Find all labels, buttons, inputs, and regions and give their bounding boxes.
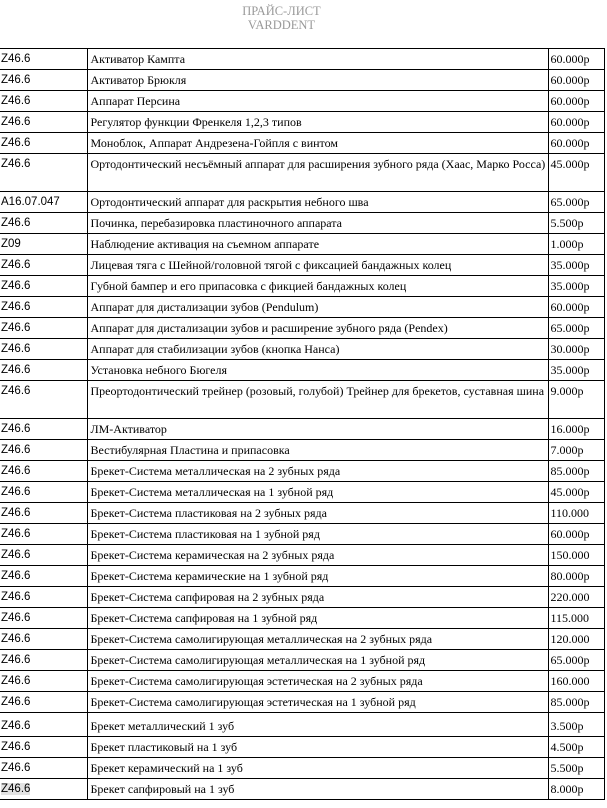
- table-row: [0, 276, 604, 297]
- service-price: 85.000р: [548, 461, 604, 482]
- service-name: Брекет-Система самолигирующая эстетическая на 2 зубных ряда: [87, 671, 548, 692]
- table-row: [0, 713, 604, 737]
- service-name: Преортодонтический трейнер (розовый, голубой) Трейнер для брекетов, суставная шина: [87, 381, 548, 419]
- document-title: ПРАЙС-ЛИСТ: [242, 4, 321, 18]
- company-name: VARDDENT: [247, 18, 316, 32]
- service-name: Установка небного Бюгеля: [87, 360, 548, 381]
- service-name: Брекет керамический на 1 зуб: [87, 758, 548, 779]
- table-row: [0, 545, 604, 566]
- service-code: Z46.6: [0, 758, 87, 779]
- table-row: [0, 650, 604, 671]
- service-code: Z46.6: [0, 671, 87, 692]
- table-row: [0, 49, 604, 70]
- table-row: [0, 112, 604, 133]
- service-code: Z46.6: [0, 339, 87, 360]
- service-code: Z46.6: [0, 154, 87, 192]
- service-name: Брекет-Система металлическая на 2 зубных ряда: [87, 461, 548, 482]
- service-name: Брекет пластиковый на 1 зуб: [87, 737, 548, 758]
- service-code: Z46.6: [0, 587, 87, 608]
- service-code: Z46.6: [0, 360, 87, 381]
- table-row: [0, 318, 604, 339]
- service-price: 9.000р: [548, 381, 604, 419]
- service-price: 3.500р: [548, 713, 604, 737]
- service-price: 1.000р: [548, 234, 604, 255]
- service-name: Брекет-Система сапфировая на 1 зубной ряд: [87, 608, 548, 629]
- service-name: ЛМ-Активатор: [87, 419, 548, 440]
- table-row: [0, 566, 604, 587]
- table-row: [0, 255, 604, 276]
- service-price: 60.000р: [548, 91, 604, 112]
- table-row: [0, 779, 604, 800]
- service-code: Z46.6: [0, 461, 87, 482]
- table-row: [0, 503, 604, 524]
- table-row: [0, 608, 604, 629]
- service-name: Брекет-Система пластиковая на 1 зубной ряд: [87, 524, 548, 545]
- service-price: 5.500р: [548, 213, 604, 234]
- table-row: [0, 234, 604, 255]
- service-name: Наблюдение активация на съемном аппарате: [87, 234, 548, 255]
- service-code: Z09: [0, 234, 87, 255]
- service-name: Брекет-Система металлическая на 1 зубной ряд: [87, 482, 548, 503]
- service-price: 8.000р: [548, 779, 604, 800]
- service-name: Брекет-Система керамическая на 2 зубных ряда: [87, 545, 548, 566]
- service-name: Регулятор функции Френкеля 1,2,3 типов: [87, 112, 548, 133]
- service-code: Z46.6: [0, 692, 87, 713]
- service-code: Z46.6: [0, 608, 87, 629]
- service-code: Z46.6: [0, 419, 87, 440]
- service-code: Z46.6: [0, 255, 87, 276]
- service-name: Починка, перебазировка пластиночного аппарата: [87, 213, 548, 234]
- service-price: 220.000: [548, 587, 604, 608]
- service-price: 65.000р: [548, 650, 604, 671]
- service-code: Z46.6: [0, 629, 87, 650]
- table-row: [0, 587, 604, 608]
- table-row: [0, 360, 604, 381]
- service-price: 65.000р: [548, 318, 604, 339]
- service-price: 150.000: [548, 545, 604, 566]
- service-code: Z46.6: [0, 133, 87, 154]
- price-table: [0, 48, 605, 800]
- service-code: [0, 779, 87, 800]
- service-name: Вестибулярная Пластина и припасовка: [87, 440, 548, 461]
- service-price: 35.000р: [548, 360, 604, 381]
- service-price: 7.000р: [548, 440, 604, 461]
- service-name: Брекет металлический 1 зуб: [87, 713, 548, 737]
- service-code: Z46.6: [0, 49, 87, 70]
- table-row: [0, 381, 604, 419]
- table-row: [0, 461, 604, 482]
- service-price: 80.000р: [548, 566, 604, 587]
- document-header: [0, 4, 563, 32]
- table-row: [0, 91, 604, 112]
- service-name: Аппарат Персина: [87, 91, 548, 112]
- service-code: Z46.6: [0, 440, 87, 461]
- service-code: Z46.6: [0, 503, 87, 524]
- service-code: Z46.6: [0, 381, 87, 419]
- table-row: [0, 692, 604, 713]
- service-price: 120.000: [548, 629, 604, 650]
- service-code: Z46.6: [0, 524, 87, 545]
- table-row: [0, 419, 604, 440]
- service-price: 60.000р: [548, 49, 604, 70]
- service-price: 60.000р: [548, 70, 604, 91]
- service-name: Аппарат для стабилизации зубов (кнопка Нанса): [87, 339, 548, 360]
- service-code: Z46.6: [0, 566, 87, 587]
- service-price: 60.000р: [548, 297, 604, 318]
- service-name: Ортодонтический аппарат для раскрытия небного шва: [87, 192, 548, 213]
- table-row: [0, 671, 604, 692]
- service-name: Брекет-Система самолигирующая металлическая на 2 зубных ряда: [87, 629, 548, 650]
- table-row: [0, 213, 604, 234]
- service-code: Z46.6: [0, 482, 87, 503]
- table-row: [0, 297, 604, 318]
- service-code: Z46.6: [0, 545, 87, 566]
- service-code: Z46.6: [0, 70, 87, 91]
- service-name: Брекет-Система сапфировая на 2 зубных ряда: [87, 587, 548, 608]
- service-code: Z46.6: [0, 713, 87, 737]
- service-code: Z46.6: [0, 318, 87, 339]
- service-name: Брекет-Система самолигирующая эстетическая на 1 зубной ряд: [87, 692, 548, 713]
- service-price: 65.000р: [548, 192, 604, 213]
- service-price: 110.000: [548, 503, 604, 524]
- service-name: Моноблок, Аппарат Андрезена-Гойпля с винтом: [87, 133, 548, 154]
- service-code: Z46.6: [0, 650, 87, 671]
- table-row: [0, 154, 604, 192]
- service-name: Аппарат для дистализации зубов (Pendulum): [87, 297, 548, 318]
- table-row: [0, 758, 604, 779]
- service-code: Z46.6: [0, 297, 87, 318]
- service-code: A16.07.047: [0, 192, 87, 213]
- service-price: 160.000: [548, 671, 604, 692]
- service-code: Z46.6: [0, 91, 87, 112]
- table-row: [0, 192, 604, 213]
- service-price: 60.000р: [548, 112, 604, 133]
- service-price: 45.000р: [548, 154, 604, 192]
- table-row: [0, 339, 604, 360]
- service-name: Губной бампер и его припасовка с фикцией бандажных колец: [87, 276, 548, 297]
- service-code: Z46.6: [0, 737, 87, 758]
- service-code: Z46.6: [0, 112, 87, 133]
- table-row: [0, 482, 604, 503]
- service-price: 4.500р: [548, 737, 604, 758]
- service-name: Брекет-Система керамические на 1 зубной ряд: [87, 566, 548, 587]
- service-price: 30.000р: [548, 339, 604, 360]
- table-row: [0, 629, 604, 650]
- service-name: Брекет-Система пластиковая на 2 зубных ряда: [87, 503, 548, 524]
- service-code: Z46.6: [0, 213, 87, 234]
- service-name: Активатор Кампта: [87, 49, 548, 70]
- service-name: Лицевая тяга с Шейной/головной тягой с фиксацией бандажных колец: [87, 255, 548, 276]
- table-row: [0, 737, 604, 758]
- service-name: Ортодонтический несъёмный аппарат для расширения зубного ряда (Хаас, Марко Росса): [87, 154, 548, 192]
- service-price: 35.000р: [548, 255, 604, 276]
- service-price: 115.000: [548, 608, 604, 629]
- service-price: 85.000р: [548, 692, 604, 713]
- table-row: [0, 133, 604, 154]
- service-price: 60.000р: [548, 133, 604, 154]
- service-price: 16.000р: [548, 419, 604, 440]
- service-name: Аппарат для дистализации зубов и расширение зубного ряда (Pendex): [87, 318, 548, 339]
- service-price: 60.000р: [548, 524, 604, 545]
- service-price: 45.000р: [548, 482, 604, 503]
- table-row: [0, 524, 604, 545]
- service-code: Z46.6: [0, 276, 87, 297]
- service-price: 35.000р: [548, 276, 604, 297]
- table-row: [0, 440, 604, 461]
- highlighted-code: Z46.6: [1, 783, 31, 795]
- service-name: Брекет сапфировый на 1 зуб: [87, 779, 548, 800]
- price-table-body: [0, 49, 604, 800]
- service-name: Брекет-Система самолигирующая металлическая на 1 зубной ряд: [87, 650, 548, 671]
- service-price: 5.500р: [548, 758, 604, 779]
- service-name: Активатор Брюкля: [87, 70, 548, 91]
- table-row: [0, 70, 604, 91]
